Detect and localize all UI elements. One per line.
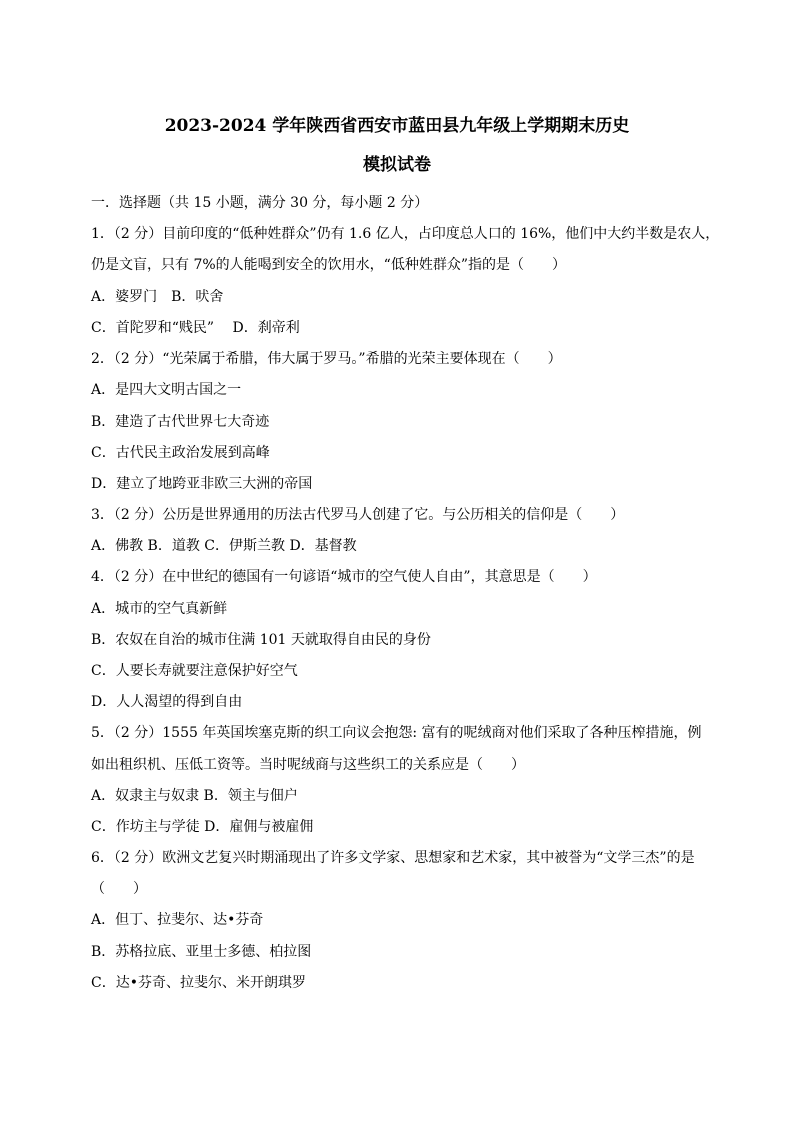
question-1-options-cd: C．首陀罗和“贱民” D．刹帝利 xyxy=(91,320,300,336)
question-6-stem-line-1: 6．（2 分）欧洲文艺复兴时期涌现出了许多文学家、思想家和艺术家，其中被誉为“文学三杰”的是 xyxy=(91,850,695,866)
question-1-stem-line-1: 1．（2 分）目前印度的“低种姓群众”仍有 1.6 亿人，占印度总人口的 16%，他们中大约半数是农人， xyxy=(91,226,720,242)
section-heading: 一．选择题（共 15 小题，满分 30 分，每小题 2 分） xyxy=(91,195,429,211)
question-1-stem-line-2: 仍是文盲，只有 7%的人能喝到安全的饮用水，“低种姓群众”指的是（ ） xyxy=(91,257,566,273)
question-6-option-c: C．达•芬奇、拉斐尔、米开朗琪罗 xyxy=(91,975,306,991)
question-5-stem-line-2: 如出租织机、压低工资等。当时呢绒商与这些织工的关系应是（ ） xyxy=(91,757,525,773)
question-6-stem-line-2: （ ） xyxy=(91,881,147,897)
question-2-option-c: C．古代民主政治发展到高峰 xyxy=(91,445,270,461)
question-3-options: A．佛教 B．道教 C．伊斯兰教 D．基督教 xyxy=(91,538,357,554)
question-6-option-a: A．但丁、拉斐尔、达•芬奇 xyxy=(91,912,264,928)
question-4-option-d: D．人人渴望的得到自由 xyxy=(91,694,243,710)
question-6-option-b: B．苏格拉底、亚里士多德、柏拉图 xyxy=(91,944,312,960)
question-5-options-cd: C．作坊主与学徒 D．雇佣与被雇佣 xyxy=(91,819,314,835)
question-2-stem: 2．（2 分）“光荣属于希腊，伟大属于罗马。”希腊的光荣主要体现在（ ） xyxy=(91,351,562,367)
question-4-stem: 4．（2 分）在中世纪的德国有一句谚语“城市的空气使人自由”，其意思是（ ） xyxy=(91,569,597,585)
question-2-option-a: A．是四大文明古国之一 xyxy=(91,382,242,398)
question-3-stem: 3．（2 分）公历是世界通用的历法古代罗马人创建了它。与公历相关的信仰是（ ） xyxy=(91,507,625,523)
question-5-stem-line-1: 5．（2 分）1555 年英国埃塞克斯的织工向议会抱怨: 富有的呢绒商对他们采取了各种压榨措施，例 xyxy=(91,725,702,741)
question-2-option-d: D．建立了地跨亚非欧三大洲的帝国 xyxy=(91,476,313,492)
question-5-options-ab: A．奴隶主与奴隶 B．领主与佃户 xyxy=(91,788,298,804)
question-2-option-b: B．建造了古代世界七大奇迹 xyxy=(91,414,270,430)
exam-subtitle: 模拟试卷 xyxy=(363,155,431,175)
question-4-option-a: A．城市的空气真新鲜 xyxy=(91,601,228,617)
question-4-option-b: B．农奴在自治的城市住满 101 天就取得自由民的身份 xyxy=(91,632,431,648)
question-4-option-c: C．人要长寿就要注意保护好空气 xyxy=(91,663,298,679)
question-1-options-ab: A．婆罗门 B．吠舍 xyxy=(91,289,224,305)
exam-title: 2023-2024 学年陕西省西安市蓝田县九年级上学期期末历史 xyxy=(164,116,630,136)
